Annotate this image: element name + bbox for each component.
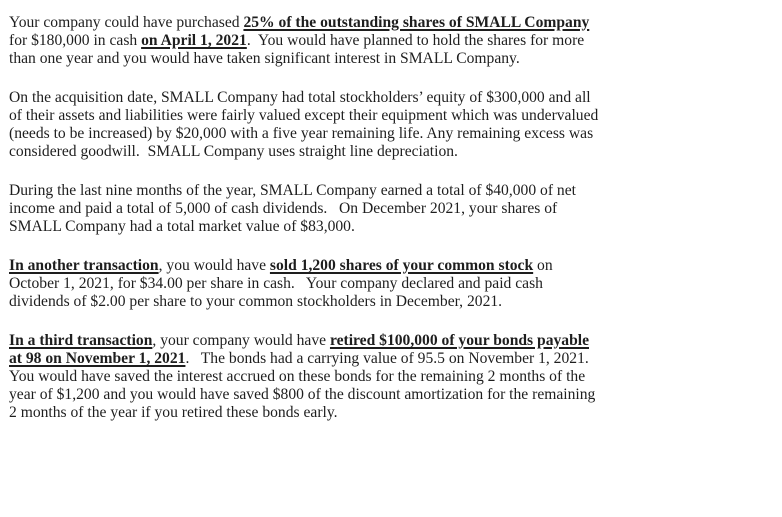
body-text: , your company would have xyxy=(152,332,330,349)
emphasized-text: retired $100,000 of your bonds payable xyxy=(329,332,590,349)
body-text: Your company could have purchased xyxy=(9,14,244,31)
body-text: October 1, 2021, for $34.00 per share in cash. Your company declared and paid cash xyxy=(9,275,543,292)
body-text: On the acquisition date, SMALL Company had total stockholders’ equity of $300,000 and all xyxy=(9,89,591,106)
text-line xyxy=(9,332,761,350)
text-line xyxy=(9,107,761,125)
text-line xyxy=(9,50,761,68)
paragraph-1 xyxy=(9,14,761,68)
paragraph-3 xyxy=(9,182,761,236)
text-line xyxy=(9,125,761,143)
text-line xyxy=(9,89,761,107)
emphasized-text: In a third transaction xyxy=(9,332,153,349)
text-line xyxy=(9,218,761,236)
body-text: year of $1,200 and you would have saved $800 of the discount amortization for the remaining xyxy=(9,386,596,403)
emphasized-text: at 98 on November 1, 2021 xyxy=(9,350,186,367)
body-text: . The bonds had a carrying value of 95.5 on November 1, 2021. xyxy=(185,350,589,367)
body-text: for $180,000 in cash xyxy=(9,32,142,49)
body-text: . You would have planned to hold the shares for more xyxy=(246,32,585,49)
text-line xyxy=(9,368,761,386)
text-line xyxy=(9,32,761,50)
body-text: 2 months of the year if you retired these bonds early. xyxy=(9,404,338,421)
text-line xyxy=(9,386,761,404)
body-text: (needs to be increased) by $20,000 with a five year remaining life. Any remaining excess was xyxy=(9,125,594,142)
text-line xyxy=(9,257,761,275)
text-line xyxy=(9,143,761,161)
body-text: , you would have xyxy=(158,257,270,274)
body-text: considered goodwill. SMALL Company uses straight line depreciation. xyxy=(9,143,458,160)
body-text: You would have saved the interest accrued on these bonds for the remaining 2 months of the xyxy=(9,368,586,385)
emphasized-text: In another transaction xyxy=(9,257,159,274)
text-line xyxy=(9,350,761,368)
text-line xyxy=(9,404,761,422)
text-line xyxy=(9,275,761,293)
paragraph-2 xyxy=(9,89,761,161)
body-text: income and paid a total of 5,000 of cash dividends. On December 2021, your shares of xyxy=(9,200,558,217)
emphasized-text: 25% of the outstanding shares of SMALL Company xyxy=(243,14,590,31)
body-text: During the last nine months of the year, SMALL Company earned a total of $40,000 of net xyxy=(9,182,576,199)
emphasized-text: sold 1,200 shares of your common stock xyxy=(269,257,534,274)
text-line xyxy=(9,14,761,32)
body-text: of their assets and liabilities were fairly valued except their equipment which was undervalued xyxy=(9,107,599,124)
text-line xyxy=(9,182,761,200)
body-text: on xyxy=(533,257,553,274)
emphasized-text: on April 1, 2021 xyxy=(141,32,247,49)
text-line xyxy=(9,200,761,218)
paragraph-5 xyxy=(9,332,761,422)
paragraph-4 xyxy=(9,257,761,311)
document-body xyxy=(9,14,761,443)
body-text: SMALL Company had a total market value of $83,000. xyxy=(9,218,355,235)
body-text: dividends of $2.00 per share to your common stockholders in December, 2021. xyxy=(9,293,503,310)
body-text: than one year and you would have taken significant interest in SMALL Company. xyxy=(9,50,520,67)
text-line xyxy=(9,293,761,311)
